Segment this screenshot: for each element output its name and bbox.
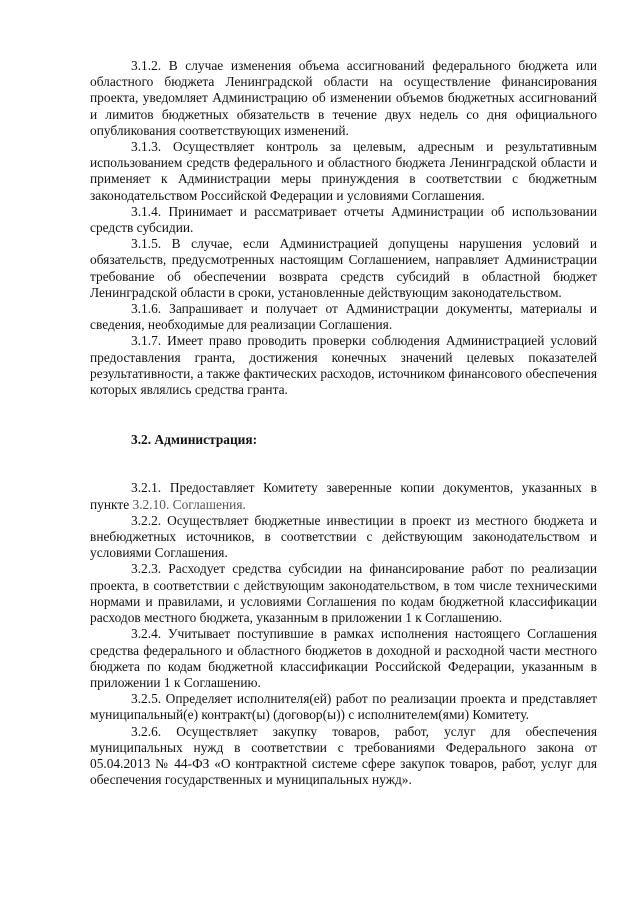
paragraph-3-2-3: 3.2.3. Расходует средства субсидии на финансирование работ по реализации проекта, в соответствии с действующим законодательством, в том числе техническими нормами и правилами, и условиями Соглашения по кодам бюджетной классификации расходов местного бюджета, указанным в приложении 1 к Соглашению. — [90, 561, 597, 626]
paragraph-3-2-2: 3.2.2. Осуществляет бюджетные инвестиции в проект из местного бюджета и внебюджетных источников, в соответствии с действующим законодательством и условиями Соглашения. — [90, 512, 597, 561]
paragraph-3-1-5: 3.1.5. В случае, если Администрацией допущены нарушения условий и обязательств, предусмотренных настоящим Соглашением, направляет Администрации требование об обеспечении возврата средств субсидий в областной бюджет Ленинградской области в сроки, установленные действующим законодательством. — [90, 236, 597, 300]
paragraph-3-1-3: 3.1.3. Осуществляет контроль за целевым, адресным и результативным использованием средств федерального и областного бюджета Ленинградской области и применяет к Администрации меры принуждения в соответствии с бюджетным законодательством Российской Федерации и условиями Соглашения. — [90, 139, 597, 203]
paragraph-3-2-4: 3.2.4. Учитывает поступившие в рамках исполнения настоящего Соглашения средства федерального и областного бюджетов в доходной и расходной части местного бюджета по кодам бюджетной классификации Российской Федерации, указанным в приложении 1 к Соглашению. — [90, 626, 597, 690]
paragraph-3-1-4: 3.1.4. Принимает и рассматривает отчеты Администрации об использовании средств субсидии. — [90, 203, 597, 236]
paragraph-3-2-1-text: 3.2.1. Предоставляет Комитету заверенные копии документов, указанных в пункте — [90, 480, 597, 512]
document-page — [90, 58, 597, 788]
paragraph-3-1-7: 3.1.7. Имеет право проводить проверки соблюдения Администрацией условий предоставления гранта, достижения конечных значений целевых показателей результативности, а также фактических расходов, источником финансового обеспечения которых являлись средства гранта. — [90, 333, 597, 398]
section-heading-3-2: 3.2. Администрация: — [131, 432, 258, 448]
paragraph-3-1-2: 3.1.2. В случае изменения объема ассигнований федерального бюджета или областного бюджета Ленинградской области на осуществление финансирования проекта, уведомляет Администрацию об изменении объемов бюджетных ассигнований и лимитов бюджетных обязательств в течение двух недель со дня официального опубликования соответствующих изменений. — [90, 58, 597, 138]
paragraph-3-2-5: 3.2.5. Определяет исполнителя(ей) работ по реализации проекта и представляет муниципальный(е) контракт(ы) (договор(ы)) с исполнителем(ями) Комитету. — [90, 691, 597, 723]
paragraph-3-2-6: 3.2.6. Осуществляет закупку товаров, работ, услуг для обеспечения муниципальных нужд в соответствии с требованиями Федерального закона от 05.04.2013 № 44-ФЗ «О контрактной системе сфере закупок товаров, работ, услуг для обеспечения государственных и муниципальных нужд». — [90, 723, 597, 788]
paragraph-3-2-1 — [90, 480, 597, 512]
clause-reference-link[interactable]: 3.2.10. Соглашения. — [132, 496, 246, 512]
paragraph-3-1-6: 3.1.6. Запрашивает и получает от Администрации документы, материалы и сведения, необходимые для реализации Соглашения. — [90, 301, 597, 333]
